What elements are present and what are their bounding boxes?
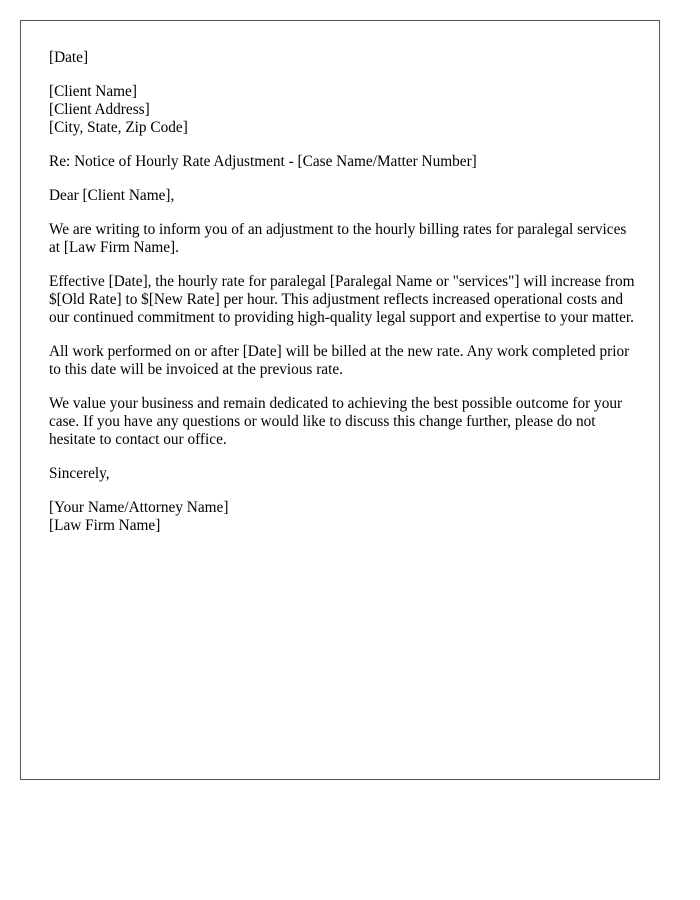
body-paragraph-closing: We value your business and remain dedicated to achieving the best possible outcome for your case. If you have any questions or would like to discuss this change further, please do not hesitate to contact our office. (49, 395, 623, 448)
letter-date: [Date] (49, 49, 89, 66)
signature-name: [Your Name/Attorney Name] (49, 499, 229, 516)
body-paragraph-intro: We are writing to inform you of an adjustment to the hourly billing rates for paralegal services at [Law Firm Name]. (49, 221, 627, 256)
body-paragraph-rate: Effective [Date], the hourly rate for paralegal [Paralegal Name or "services"] will increase from $[Old Rate] to $[New Rate] per hour. This adjustment reflects increased operational costs and our continued commitment to providing high-quality legal support and expertise to your matter. (49, 273, 635, 326)
recipient-city: [City, State, Zip Code] (49, 119, 188, 136)
recipient-block (49, 83, 639, 137)
signature-firm: [Law Firm Name] (49, 517, 161, 534)
recipient-name: [Client Name] (49, 83, 137, 100)
salutation: Dear [Client Name], (49, 187, 175, 204)
body-paragraph-billing: All work performed on or after [Date] will be billed at the new rate. Any work completed prior to this date will be invoiced at the previous rate. (49, 343, 630, 378)
signature-block (49, 499, 639, 535)
closing: Sincerely, (49, 465, 110, 482)
subject-line: Re: Notice of Hourly Rate Adjustment - [Case Name/Matter Number] (49, 153, 477, 170)
recipient-address: [Client Address] (49, 101, 150, 118)
letter-page (20, 20, 660, 780)
